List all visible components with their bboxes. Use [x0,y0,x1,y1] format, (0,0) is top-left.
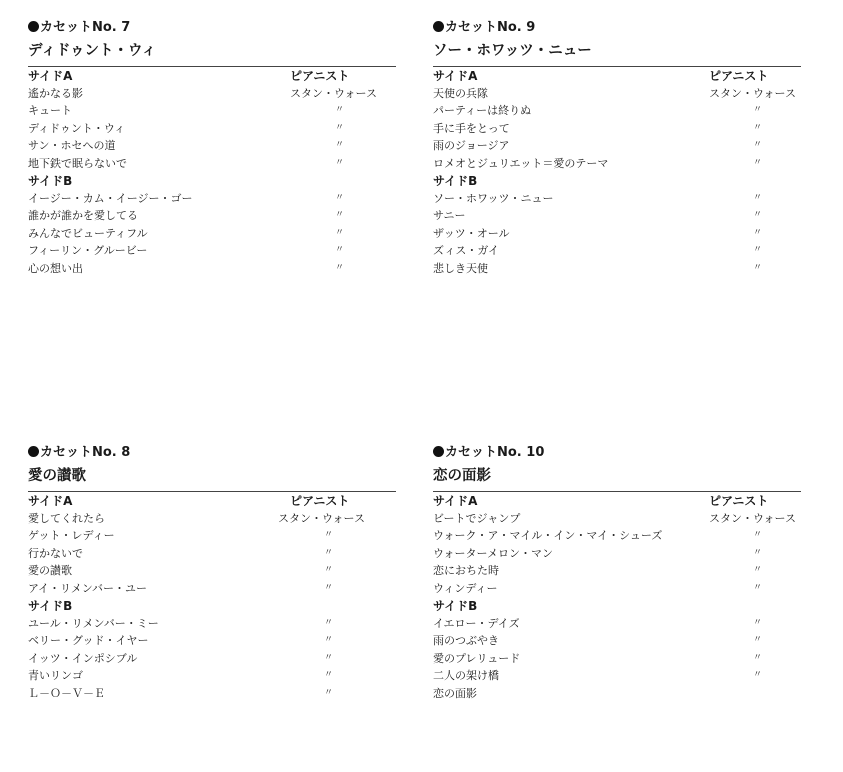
bullet-dot-icon [28,446,39,457]
track-row [28,510,396,527]
track-title: ユール・リメンバー・ミー [28,616,159,630]
cassette-label: カセットNo. 7 [28,20,396,36]
track-title: 心の想い出 [28,261,83,275]
track-title: 二人の架け橋 [433,669,499,683]
ditto-mark: 〃 [753,617,763,628]
track-row [28,155,396,172]
ditto-mark: 〃 [753,122,763,133]
track-row [28,137,396,154]
cassette-no-8 [28,445,396,702]
track-title: ゲット・レディー [28,529,115,543]
pianist-name: スタン・ウォース [290,87,378,100]
track-row [433,580,801,597]
ditto-mark: 〃 [753,157,763,168]
track-title: 手に手をとって [433,121,510,135]
track-title: サン・ホセへの道 [28,139,116,153]
pianist-heading: ピアニスト [709,69,769,83]
track-row [433,615,801,632]
track-title: ロメオとジュリエット＝愛のテーマ [433,156,609,170]
track-title: 青いリンゴ [28,669,83,683]
ditto-mark: 〃 [324,617,334,628]
track-title: 誰かが誰かを愛してる [28,209,138,223]
track-title: フィーリン・グルービー [28,244,148,258]
ditto-mark: 〃 [753,530,763,541]
ditto-mark: 〃 [753,565,763,576]
track-title: 雨のつぶやき [433,634,499,648]
side-b-heading: サイドB [433,173,478,188]
ditto-mark: 〃 [335,157,345,168]
track-title: サニー [433,209,466,223]
ditto-mark: 〃 [753,670,763,681]
track-row [433,190,801,207]
track-row [28,562,396,579]
track-title: 愛のプレリュード [433,651,521,665]
track-title: 雨のジョージア [433,139,510,153]
track-row [28,615,396,632]
ditto-mark: 〃 [753,547,763,558]
track-row [28,632,396,649]
ditto-mark: 〃 [753,192,763,203]
track-title: 遙かなる影 [28,87,83,100]
track-title: Ｌ－Ｏ－Ｖ－Ｅ [28,686,105,700]
cassette-label: カセットNo. 8 [28,445,396,461]
ditto-mark: 〃 [753,652,763,663]
side-b-header-row [28,172,396,190]
track-title: 恋におちた時 [433,564,499,578]
track-title: 悲しき天使 [433,261,488,275]
ditto-mark: 〃 [753,105,763,116]
track-title: 愛してくれたら [28,512,105,525]
track-row [433,85,801,102]
pianist-heading: ピアニスト [290,69,350,83]
ditto-mark: 〃 [335,192,345,203]
pianist-heading: ピアニスト [709,494,769,508]
track-row [433,667,801,684]
ditto-mark: 〃 [324,530,334,541]
track-title: キュート [28,104,72,118]
side-b-heading: サイドB [28,173,73,188]
track-title: 地下鉄で眠らないで [28,156,127,170]
side-a-heading: サイドA [433,69,478,83]
ditto-mark: 〃 [335,262,345,273]
ditto-mark: 〃 [753,140,763,151]
side-a-header-row [433,67,801,85]
track-title: ディドゥント・ウィ [28,121,126,135]
track-title: イージー・カム・イージー・ゴー [28,191,193,205]
ditto-mark: 〃 [753,262,763,273]
ditto-mark: 〃 [753,635,763,646]
track-row [433,155,801,172]
cassette-no-9 [433,20,801,277]
track-row [28,102,396,119]
track-row [433,510,801,527]
track-row [433,562,801,579]
track-row [433,685,801,702]
track-title: アイ・リメンバー・ユー [28,581,148,595]
track-row [28,580,396,597]
side-a-heading: サイドA [28,69,73,83]
track-row [28,242,396,259]
track-row [433,260,801,277]
cassette-label: カセットNo. 9 [433,20,801,36]
side-a-heading: サイドA [28,494,73,508]
track-row [433,137,801,154]
ditto-mark: 〃 [335,122,345,133]
bullet-dot-icon [28,21,39,32]
ditto-mark: 〃 [753,227,763,238]
ditto-mark: 〃 [324,565,334,576]
bullet-dot-icon [433,446,444,457]
track-row [28,260,396,277]
track-title: ウォーク・ア・マイル・イン・マイ・シューズ [433,529,663,543]
ditto-mark: 〃 [335,140,345,151]
track-title: ズィス・ガイ [433,244,499,258]
track-row [433,650,801,667]
track-title: イッツ・インポシブル [28,651,138,665]
ditto-mark: 〃 [324,582,334,593]
pianist-name: スタン・ウォース [278,512,366,525]
cassette-title: ディドゥント・ウィ [28,43,157,59]
track-row [433,545,801,562]
track-title: パーティーは終りぬ [433,104,532,118]
ditto-mark: 〃 [324,652,334,663]
track-title: 行かないで [28,546,83,560]
side-a-header-row [28,67,396,85]
track-row [433,242,801,259]
track-row [433,632,801,649]
side-b-heading: サイドB [433,598,478,613]
track-row [28,207,396,224]
side-b-header-row [433,172,801,190]
ditto-mark: 〃 [335,210,345,221]
track-title: イエロー・デイズ [433,616,520,630]
ditto-mark: 〃 [335,245,345,256]
ditto-mark: 〃 [324,635,334,646]
side-a-header-row [28,492,396,510]
cassette-title: ソー・ホワッツ・ニュー [433,43,592,59]
ditto-mark: 〃 [753,245,763,256]
pianist-name: スタン・ウォース [709,87,797,100]
side-a-header-row [433,492,801,510]
cassette-no-10 [433,445,801,702]
side-a-heading: サイドA [433,494,478,508]
track-title: 愛の讃歌 [28,564,72,578]
track-title: 天使の兵隊 [433,87,488,100]
track-title: ベリー・グッド・イヤー [28,634,149,648]
track-row [28,120,396,137]
ditto-mark: 〃 [324,670,334,681]
track-row [433,207,801,224]
cassette-title: 恋の面影 [433,468,491,484]
side-b-header-row [28,597,396,615]
side-b-header-row [433,597,801,615]
track-title: ビートでジャンプ [433,512,521,525]
track-row [28,85,396,102]
cassette-label: カセットNo. 10 [433,445,801,461]
track-title: 恋の面影 [433,686,477,700]
cassette-no-7 [28,20,396,277]
track-row [28,667,396,684]
track-row [28,650,396,667]
track-title: ウィンディー [433,581,498,595]
side-b-heading: サイドB [28,598,73,613]
track-title: ザッツ・オール [433,226,510,240]
track-row [433,527,801,544]
track-row [28,527,396,544]
track-row [28,190,396,207]
track-row [433,120,801,137]
ditto-mark: 〃 [753,210,763,221]
cassette-title: 愛の讃歌 [28,468,86,484]
track-title: ソー・ホワッツ・ニュー [433,191,554,205]
pianist-heading: ピアニスト [290,494,350,508]
ditto-mark: 〃 [324,687,334,698]
track-row [28,545,396,562]
ditto-mark: 〃 [335,227,345,238]
ditto-mark: 〃 [335,105,345,116]
track-title: みんなでビューティフル [28,226,148,240]
bullet-dot-icon [433,21,444,32]
ditto-mark: 〃 [753,582,763,593]
track-row [28,685,396,702]
track-title: ウォーターメロン・マン [433,546,554,560]
track-row [433,102,801,119]
pianist-name: スタン・ウォース [709,512,797,525]
track-row [433,225,801,242]
ditto-mark: 〃 [324,547,334,558]
track-row [28,225,396,242]
